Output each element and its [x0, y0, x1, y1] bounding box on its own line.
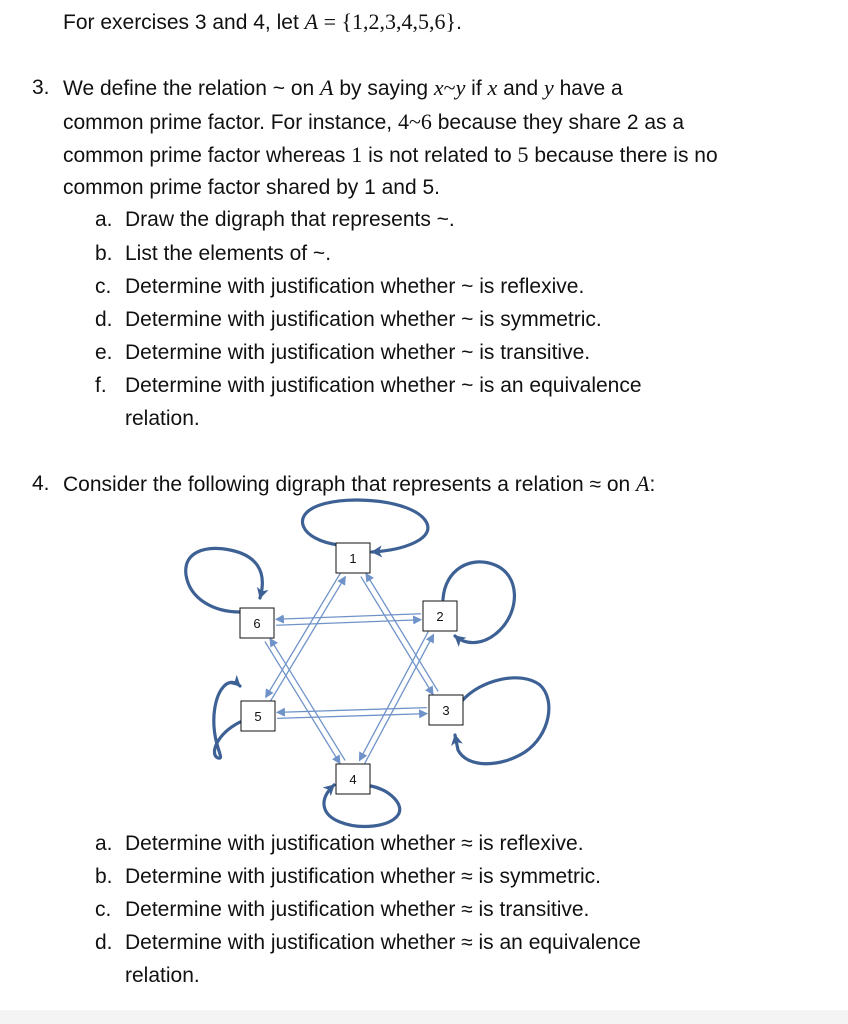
- ex3-item-e-letter: e.: [95, 341, 113, 364]
- ex3-item-d-letter: d.: [95, 308, 113, 331]
- ex4-item-a-text: Determine with justification whether ≈ is reflexive.: [125, 832, 584, 855]
- ex3-item-f-continuation: relation.: [125, 407, 200, 430]
- self-loop-3: [455, 678, 549, 764]
- node-label-4: 4: [349, 772, 357, 787]
- ex4-item-d-continuation: relation.: [125, 964, 200, 987]
- edge-1-to-3: [361, 577, 433, 695]
- node-label-6: 6: [253, 616, 261, 631]
- ex4-item-a-letter: a.: [95, 832, 113, 855]
- ex3-item-c-text: Determine with justification whether ~ is reflexive.: [125, 275, 585, 298]
- ex4-item-d-text: Determine with justification whether ≈ is an equivalence: [125, 931, 641, 954]
- edge-2-to-4: [359, 632, 428, 761]
- node-label-3: 3: [442, 703, 450, 718]
- ex3-item-b-letter: b.: [95, 242, 113, 265]
- ex3-item-b-text: List the elements of ~.: [125, 242, 332, 265]
- ex3-number: 3.: [32, 76, 50, 99]
- ex3-item-a-text: Draw the digraph that represents ~.: [125, 208, 455, 231]
- page-bottom-band: [0, 1010, 848, 1024]
- ex3-item-f-text: Determine with justification whether ~ is an equivalence: [125, 374, 642, 397]
- ex4-item-b-text: Determine with justification whether ≈ is symmetric.: [125, 865, 601, 888]
- ex4-item-c-letter: c.: [95, 898, 112, 921]
- intro-line: For exercises 3 and 4, let A = {1,2,3,4,5,6}.: [63, 9, 462, 34]
- node-label-1: 1: [349, 551, 357, 566]
- edge-4-to-6: [270, 638, 345, 760]
- ex4-line-1: Consider the following digraph that represents a relation ≈ on A:: [63, 471, 656, 496]
- self-loop-6: [186, 548, 263, 612]
- edge-5-to-1: [271, 577, 346, 701]
- node-label-2: 2: [436, 609, 444, 624]
- ex4-item-b-letter: b.: [95, 865, 113, 888]
- edge-2-to-6: [276, 614, 421, 620]
- node-label-5: 5: [254, 709, 262, 724]
- ex3-line-4: common prime factor shared by 1 and 5.: [63, 176, 441, 199]
- edge-3-to-5: [277, 708, 427, 713]
- ex4-item-c-text: Determine with justification whether ≈ is transitive.: [125, 898, 590, 921]
- ex3-item-a-letter: a.: [95, 208, 113, 231]
- edge-6-to-4: [265, 642, 340, 764]
- ex3-item-c-letter: c.: [95, 275, 112, 298]
- edge-1-to-5: [266, 573, 341, 697]
- ex3-item-d-text: Determine with justification whether ~ is symmetric.: [125, 308, 602, 331]
- ex3-line-1: We define the relation ~ on A by saying x~y if x and y have a: [63, 75, 623, 100]
- self-loop-5: [214, 682, 240, 758]
- edge-4-to-2: [365, 634, 434, 763]
- edge-6-to-2: [276, 620, 421, 626]
- ex4-number: 4.: [32, 472, 50, 495]
- ex3-item-e-text: Determine with justification whether ~ is transitive.: [125, 341, 591, 364]
- ex3-item-f-letter: f.: [95, 374, 107, 397]
- ex4-item-d-letter: d.: [95, 931, 113, 954]
- ex3-line-2: common prime factor. For instance, 4~6 because they share 2 as a: [63, 109, 685, 134]
- edge-5-to-3: [277, 714, 427, 719]
- ex3-line-3: common prime factor whereas 1 is not related to 5 because there is no: [63, 142, 718, 167]
